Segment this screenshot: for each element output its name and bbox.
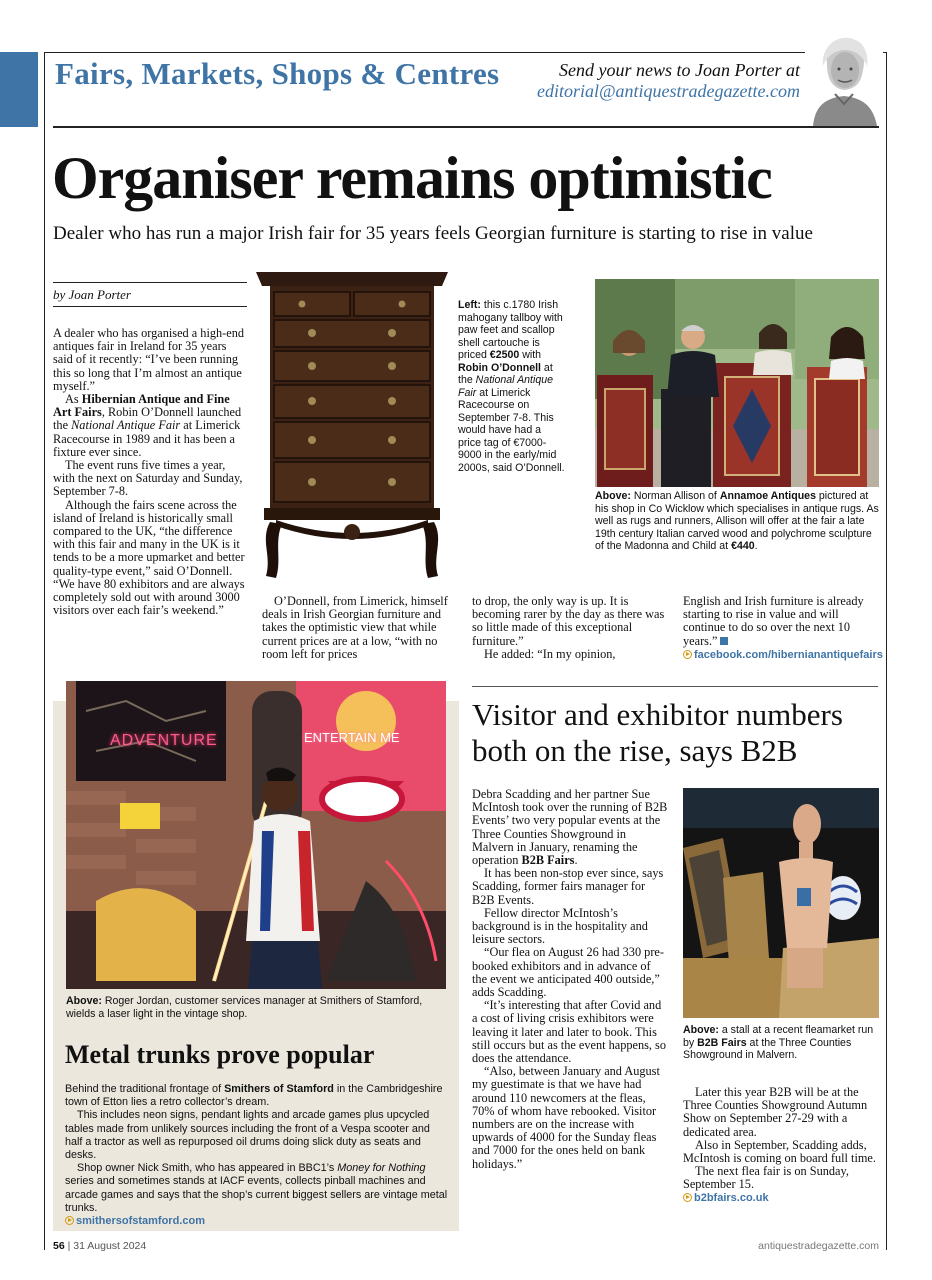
lead-paragraph: O’Donnell, from Limerick, himself deals in Irish Georgian furniture and takes the optimistic view that while current prices are at a low, “with no room left for prices [262, 594, 448, 661]
b2b-headline: Visitor and exhibitor numbers both on the rise, says B2B [472, 697, 843, 768]
lead-paragraph: The event runs five times a year, with the next on Saturday and Sunday, September 7-8. [53, 458, 243, 499]
b2b-paragraph: “Also, between January and August my guestimate is that we have had around 110 newcomers at the fleas, 70% of whom have rebooked. Visitor numbers are on the increase with upwards of 4000 for the Sunday fleas and 7000 for the ones held on bank holidays.” [472, 1064, 660, 1171]
section-title: Fairs, Markets, Shops & Centres [55, 56, 500, 91]
neon-sign-adventure: ADVENTURE [110, 732, 218, 749]
lead-column-1 [53, 327, 248, 617]
shop-photo-caption: Above: Roger Jordan, customer services manager at Smithers of Stamford, wields a laser light in the vintage shop. [66, 995, 423, 1020]
section-color-tab [0, 52, 38, 127]
shop-paragraph: This includes neon signs, pendant lights and arcade games plus upcycled tables made from unlikely sources including the front of a Vespa scooter and half a tractor as well as repurposed oil drums doing slick duty as seats and desks. [65, 1109, 430, 1162]
lead-paragraph: English and Irish furniture is already starting to rise in value and will continue to do so over the next 10 years.” [683, 594, 864, 648]
shop-paragraph: Behind the traditional frontage of Smithers of Stamford in the Cambridgeshire town of Etton lies a retro collector’s dream. [65, 1083, 443, 1109]
byline: by Joan Porter [53, 287, 131, 302]
b2b-column-2 [683, 1086, 879, 1205]
b2bfairs-link[interactable]: b2bfairs.co.uk [683, 1192, 879, 1205]
editor-email-link[interactable]: editorial@antiquestradegazette.com [536, 81, 800, 101]
lead-column-4 [683, 595, 881, 662]
hibernian-facebook-link[interactable]: facebook.com/hibernianantiquefairs [683, 649, 881, 662]
issue-date: 31 August 2024 [73, 1240, 147, 1252]
b2b-paragraph: It has been non-stop ever since, says Scadding, former fairs manager for B2B Events. [472, 866, 664, 907]
b2b-paragraph: “Our flea on August 26 had 330 pre-booked exhibitors and in advance of the event we anticipated 400 outside,” adds Scadding. [472, 945, 664, 1000]
b2b-top-rule [472, 686, 878, 687]
b2b-paragraph: “It’s interesting that after Covid and a cost of living crisis exhibitors were leaving it later and later to book. This still occurs but as the event happens, so does the attendance. [472, 998, 666, 1066]
lead-paragraph: to drop, the only way is up. It is becoming rarer by the day as there was so little made of this exceptional furniture.” [472, 594, 665, 648]
site-url[interactable]: antiquestradegazette.com [758, 1240, 879, 1252]
play-arrow-icon [683, 1193, 692, 1202]
rugs-photo [595, 279, 879, 487]
shop-body [65, 1083, 448, 1228]
b2b-paragraph: Debra Scadding and her partner Sue McIntosh took over the running of B2B Events’ two very popular events at the Three Counties Showground in Malvern in January, renaming the operation B2B Fairs. [472, 787, 668, 868]
b2b-column-1 [472, 788, 668, 1171]
fleamarket-caption: Above: a stall at a recent fleamarket run by B2B Fairs at the Three Counties Showground in Malvern. [683, 1024, 874, 1061]
fleamarket-photo [683, 788, 879, 1018]
header-rule [53, 126, 879, 128]
tallboy-photo [256, 270, 448, 586]
tallboy-caption: Left: this c.1780 Irish mahogany tallboy with paw feet and scallop shell cartouche is priced €2500 with Robin O’Donnell at the National Antique Fair at Limerick Racecourse on September 7-8. This would have had a price tag of €7000-9000 in the early/mid 2000s, said O’Donnell. [458, 299, 565, 474]
lead-column-3 [472, 595, 667, 661]
lead-paragraph: As Hibernian Antique and Fine Art Fairs, Robin O’Donnell launched the National Antique Fair at Limerick Racecourse in 1989 and it has been a fixture ever since. [53, 392, 242, 459]
page-footer-left: 56 | 31 August 2024 [53, 1240, 147, 1252]
b2b-paragraph: The next flea fair is on Sunday, September 15. [683, 1164, 849, 1192]
lead-column-2 [262, 595, 452, 661]
smithers-link[interactable]: smithersofstamford.com [65, 1215, 448, 1228]
lead-standfirst: Dealer who has run a major Irish fair for 35 years feels Georgian furniture is starting to rise in value [53, 223, 813, 244]
lead-paragraph: He added: “In my opinion, [484, 646, 616, 661]
lead-paragraph: A dealer who has organised a high-end antiques fair in Ireland for 35 years said of it recently: “I’ve been running this so long that I’m almost an antique myself.” [53, 326, 245, 393]
shop-paragraph: Shop owner Nick Smith, who has appeared in BBC1’s Money for Nothing series and sometimes stands at IACF events, collects pinball machines and arcade games and says that the shop’s current biggest sellers are vintage metal trunks. [65, 1162, 448, 1214]
byline-rule-bottom [53, 306, 247, 307]
rugs-caption: Above: Norman Allison of Annamoe Antiques pictured at his shop in Co Wicklow which specialises in antique rugs. As well as rugs and runners, Allison will offer at the fair a late 19th century Italian carved wood and polychrome sculpture of the Madonna and Child at €440. [595, 490, 879, 552]
play-arrow-icon [65, 1216, 74, 1225]
b2b-paragraph: Fellow director McIntosh’s background is in the hospitality and leisure sectors. [472, 905, 648, 947]
neon-sign-entertain: ENTERTAIN ME [304, 730, 400, 745]
shop-headline: Metal trunks prove popular [65, 1040, 375, 1069]
send-news-line: Send your news to Joan Porter at [559, 60, 800, 80]
play-arrow-icon [683, 650, 692, 659]
lead-headline: Organiser remains optimistic [52, 145, 772, 211]
frame-right-rule [886, 52, 887, 1250]
frame-left-rule [44, 52, 45, 1250]
b2b-paragraph: Later this year B2B will be at the Three Counties Showground Autumn Show on September 27-29 with a dedicated area. [683, 1085, 868, 1139]
byline-rule-top [53, 282, 247, 283]
end-of-story-mark [720, 637, 728, 645]
b2b-paragraph: Also in September, Scadding adds, McIntosh is coming on board full time. [683, 1137, 876, 1166]
lead-paragraph: Although the fairs scene across the island of Ireland is historically small compared to the UK, “the difference with this fair and many in the UK is it tends to be a more upmarket and better quality-type event,” said O’Donnell. “We have 80 exhibitors and are always completely sold out with around 3000 visitors over each fair’s weekend.” [53, 497, 245, 618]
shop-photo [66, 681, 446, 989]
frame-top-rule [44, 52, 887, 53]
page-number: 56 [53, 1240, 65, 1252]
editor-portrait [805, 36, 883, 126]
